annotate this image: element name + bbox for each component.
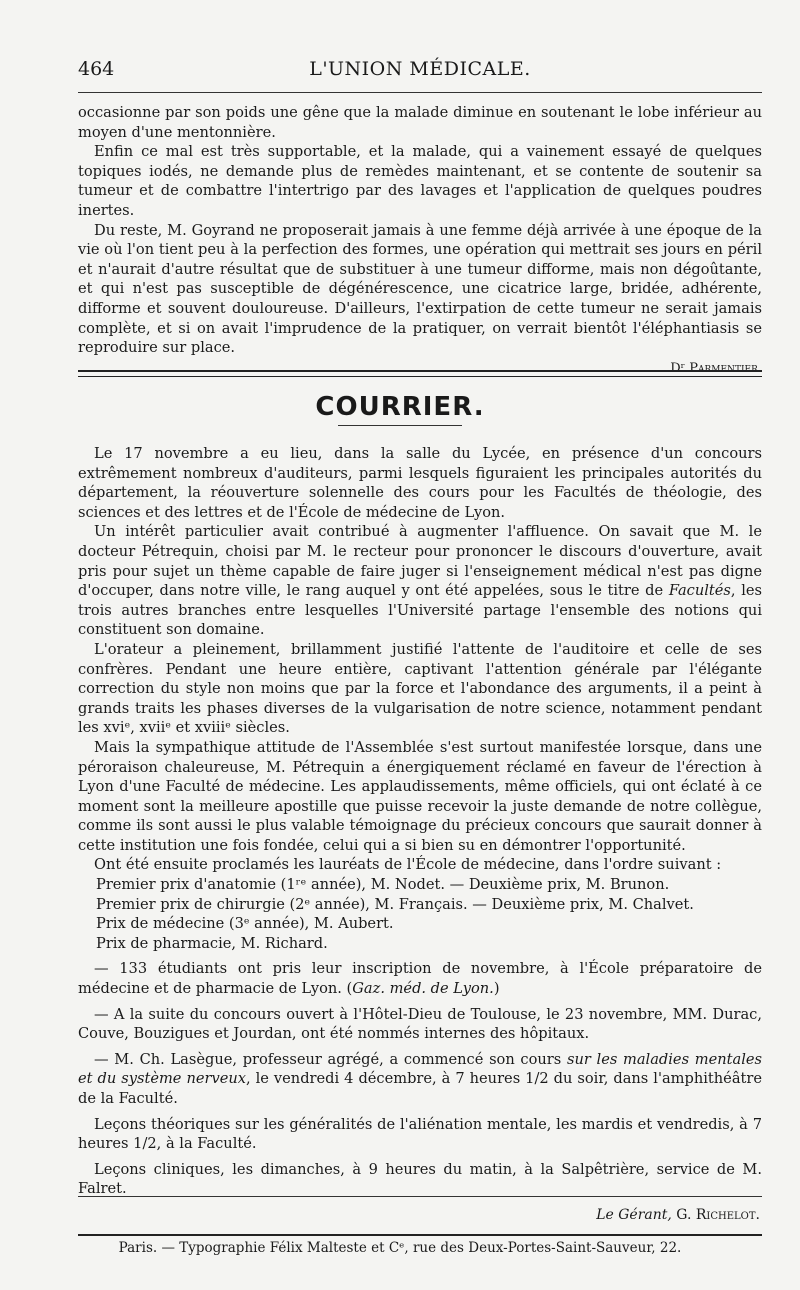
paragraph: Du reste, M. Goyrand ne proposerait jamais à une femme déjà arrivée à une époque de la vie où l'on tient peu à la perfection des formes, une opération qui mettrait ses jours en péril et n'aurait d'autre résultat que de substituer à une tumeur difforme, mais non dégoûtante, et qui n'est pas susceptible de dégénérescence, une cicatrice large, bridée, adhérente, difforme et souvent douloureuse. D'ailleurs, l'extirpation de cette tumeur ne serait jamais complète, et si on avait l'imprudence de la pratiquer, on verrait bientôt l'éléphantiasis se reproduire sur place. (78, 221, 762, 357)
paragraph: L'orateur a pleinement, brillamment justifié l'attente de l'auditoire et celle de ses confrères. Pendant une heure entière, captivant l'attention générale par l'élégante correction du style non moins que par la force et l'abondance des arguments, il a peint à grands traits les phases diverses de la vulgarisation de notre science, notamment pendant les xviᵉ, xviiᵉ et xviiiᵉ siècles. (78, 640, 762, 737)
prize-line: Prix de pharmacie, M. Richard. (96, 934, 328, 952)
prize-line: Premier prix de chirurgie (2ᵉ année), M. Français. — Deuxième prix, M. Chalvet. (96, 895, 694, 913)
journal-title: L'UNION MÉDICALE. (309, 58, 531, 80)
heading-underline (338, 425, 462, 426)
paragraph: Un intérêt particulier avait contribué à augmenter l'affluence. On savait que M. le docteur Pétrequin, choisi par M. le recteur pour prononcer le discours d'ouverture, avait pris pour sujet un thème capable de faire juger si l'enseignement médical n'est pas digne d'occuper, dans notre ville, le rang auquel y ont été appelées, sous le titre de Facultés, les trois autres branches entre lesquelles l'Université partage l'ensemble des notions qui constituent son domaine. (78, 523, 763, 639)
news-item: — M. Ch. Lasègue, professeur agrégé, a commencé son cours sur les maladies mentales et du système nerveux, le vendredi 4 décembre, à 7 heures 1/2 du soir, dans l'amphithéâtre de la Faculté. (78, 1050, 762, 1107)
header-rule (78, 92, 762, 93)
course-title: sur les maladies mentales et du système nerveux (78, 1050, 762, 1088)
page-number: 464 (78, 58, 115, 80)
paragraph: Leçons théoriques sur les généralités de l'aliénation mentale, les mardis et vendredis, à 7 heures 1/2, à la Faculté. (78, 1115, 762, 1153)
paragraph: Ont été ensuite proclamés les lauréats de l'École de médecine, dans l'ordre suivant : (94, 856, 722, 874)
news-item: — A la suite du concours ouvert à l'Hôtel-Dieu de Toulouse, le 23 novembre, MM. Durac, Couve, Bouzigues et Jourdan, ont été nommés internes des hôpitaux. (78, 1005, 762, 1043)
article-continuation (78, 103, 762, 378)
news-item: — 133 étudiants ont pris leur inscription de novembre, à l'École préparatoire de médecine et de pharmacie de Lyon. (Gaz. méd. de Lyon.) (78, 960, 762, 998)
citation: Gaz. méd. de Lyon. (352, 980, 494, 998)
paragraph: Leçons cliniques, les dimanches, à 9 heures du matin, à la Salpêtrière, service de M. Falret. (78, 1160, 762, 1198)
italic-term: Facultés (668, 582, 731, 600)
paragraph: Enfin ce mal est très supportable, et la malade, qui a vainement essayé de quelques topiques iodés, ne demande plus de remèdes maintenant, et se contente de soutenir sa tumeur et de combattre l'intertrigo par des lavages et l'application de quelques poudres inertes. (78, 143, 762, 219)
prize-line: Premier prix d'anatomie (1ʳᵉ année), M. Nodet. — Deuxième prix, M. Brunon. (96, 876, 670, 894)
section-heading: COURRIER. (315, 392, 485, 422)
gerant-signature: Le Gérant, G. Richelot. (596, 1207, 760, 1223)
courrier-section (78, 444, 762, 1199)
author-signature: Dʳ Parmentier. (670, 360, 762, 376)
printer-imprint: Paris. — Typographie Félix Malteste et Cᵉ, rue des Deux-Portes-Saint-Sauveur, 22. (118, 1240, 682, 1256)
page-header (78, 58, 762, 88)
section-divider (78, 370, 762, 377)
paragraph: occasionne par son poids une gêne que la malade diminue en soutenant le lobe inférieur au moyen d'une mentonnière. (78, 104, 762, 141)
prize-line: Prix de médecine (3ᵉ année), M. Aubert. (96, 915, 394, 933)
footer-rule (78, 1234, 762, 1236)
footer-rule (78, 1196, 762, 1197)
paragraph: Mais la sympathique attitude de l'Assemblée s'est surtout manifestée lorsque, dans une péroraison chaleureuse, M. Pétrequin a énergiquement réclamé en faveur de l'érection à Lyon d'une Faculté de médecine. Les applaudissements, même officiels, qui ont éclaté à ce moment sont la meilleure apostille que puisse recevoir la juste demande de notre collègue, comme ils sont aussi le plus valable témoignage du précieux concours que saurait donner à cette institution une fois fondée, celui qui a si bien su en démontrer l'opportunité. (78, 738, 762, 854)
paragraph: Le 17 novembre a eu lieu, dans la salle du Lycée, en présence d'un concours extrêmement nombreux d'auditeurs, parmi lesquels figuraient les principales autorités du département, la réouverture solennelle des cours pour les Facultés de théologie, des sciences et des lettres et de l'École de médecine de Lyon. (78, 445, 762, 521)
